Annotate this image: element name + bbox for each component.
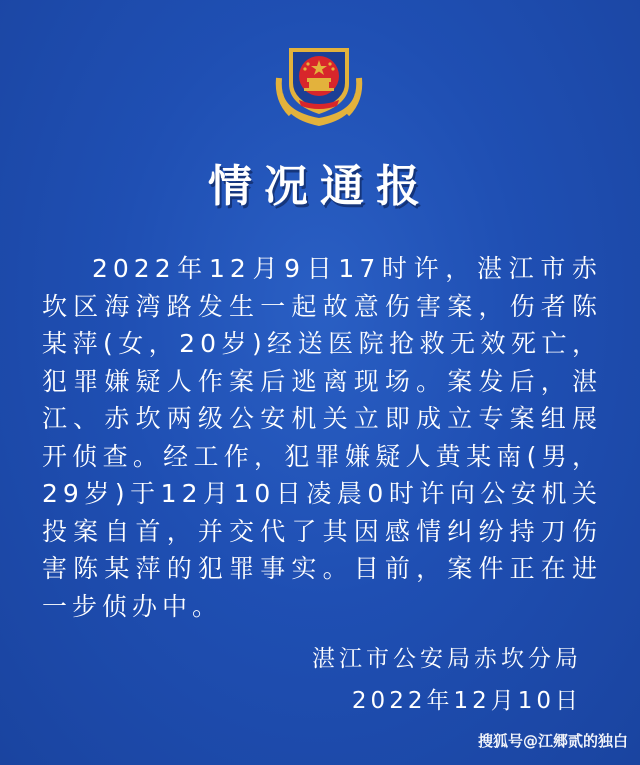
issuer-name: 湛江市公安局赤坎分局 <box>312 646 582 672</box>
police-emblem-icon <box>273 38 365 130</box>
notice-title: 情况通报 <box>208 161 432 212</box>
notice-body: 2022年12月9日17时许，湛江市赤坎区海湾路发生一起故意伤害案，伤者陈某萍(女，20岁)经送医院抢救无效死亡，犯罪嫌疑人作案后逃离现场。案发后，湛江、赤坎两级公安机关立即成立专案组展开侦查。经工作，犯罪嫌疑人黄某南(男，29岁)于12月10日凌晨0时许向公安机关投案自首，并交代了其因感情纠纷持刀伤害陈某萍的犯罪事实。目前，案件正在进一步侦办中。 <box>42 254 602 621</box>
signature-block <box>312 638 582 722</box>
issue-date: 2022年12月10日 <box>351 688 582 714</box>
source-watermark: 搜狐号@江郷贰的独白 <box>477 732 628 750</box>
